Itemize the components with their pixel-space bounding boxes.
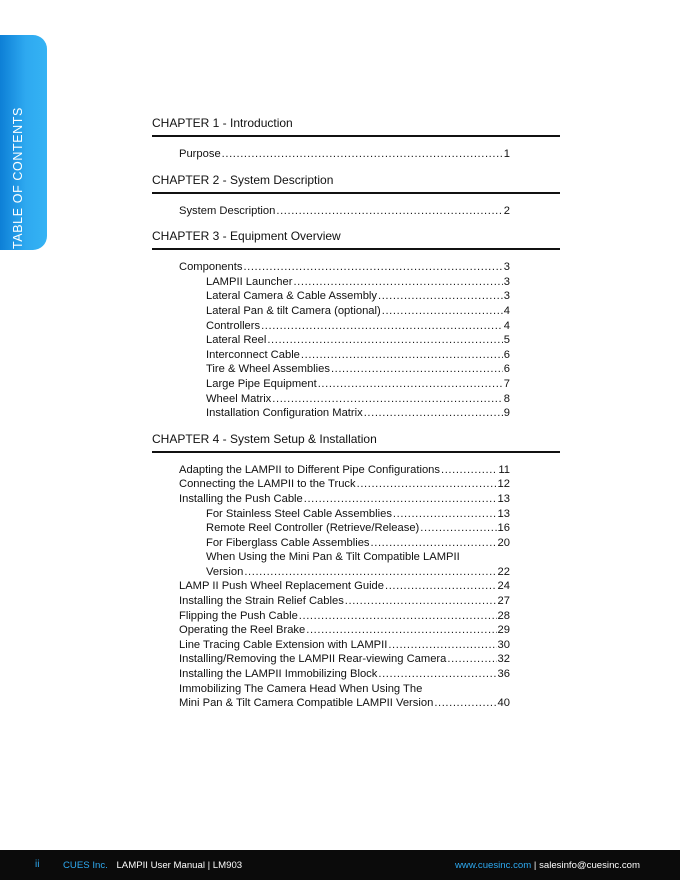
toc-entry-title: Lateral Pan & tilt Camera (optional): [206, 304, 381, 317]
toc-entry-title: LAMPII Launcher: [206, 275, 293, 288]
dot-leader: [364, 406, 503, 421]
toc-entry-title: For Fiberglass Cable Assemblies: [206, 536, 370, 549]
toc-entry-page: 28: [497, 609, 510, 622]
toc-entry-page: 7: [503, 377, 510, 390]
toc-entry[interactable]: [206, 333, 510, 348]
chapter-title[interactable]: CHAPTER 2 - System Description: [152, 172, 560, 194]
toc-entry-page: 11: [498, 463, 510, 476]
toc-entry-page: 8: [503, 392, 510, 405]
toc-entry-title: Tire & Wheel Assemblies: [206, 363, 330, 376]
dot-leader: [371, 536, 497, 551]
toc-entry-title: Wheel Matrix: [206, 392, 272, 405]
dot-leader: [382, 304, 503, 319]
toc-entry-page: 12: [497, 478, 510, 491]
toc-entry[interactable]: [179, 623, 510, 638]
toc-entry[interactable]: [179, 667, 510, 682]
toc-entry-page: 29: [497, 624, 510, 637]
dot-leader: [261, 319, 503, 334]
table-of-contents: [152, 115, 560, 721]
dot-leader: [388, 638, 496, 653]
toc-entry-title: LAMP II Push Wheel Replacement Guide: [179, 580, 385, 593]
toc-entry-title: Operating the Reel Brake: [179, 624, 306, 637]
toc-entry[interactable]: [179, 609, 510, 624]
toc-entry-title: Controllers: [206, 319, 261, 332]
toc-entry-page: 16: [497, 522, 510, 535]
dot-leader: [222, 147, 503, 162]
dot-leader: [243, 260, 502, 275]
toc-entry-title: Remote Reel Controller (Retrieve/Release): [206, 522, 420, 535]
toc-entry-page: 6: [503, 363, 510, 376]
toc-entry-title: Purpose: [179, 148, 221, 160]
footer-email: | salesinfo@cuesinc.com: [533, 860, 640, 871]
toc-entry[interactable]: [179, 638, 510, 653]
dot-leader: [293, 275, 502, 290]
side-tab: [0, 35, 47, 250]
chapter-title[interactable]: CHAPTER 1 - Introduction: [152, 115, 560, 137]
chapter-section: [152, 115, 560, 162]
dot-leader: [306, 623, 496, 638]
toc-entry[interactable]: [206, 521, 510, 536]
chapter-section: [152, 172, 560, 219]
dot-leader: [244, 565, 496, 580]
dot-leader: [272, 392, 502, 407]
dot-leader: [378, 289, 503, 304]
toc-entry-page: 9: [503, 407, 510, 420]
toc-entry-title: Interconnect Cable: [206, 348, 300, 361]
toc-entry-page: 13: [497, 507, 510, 520]
toc-entry[interactable]: [206, 275, 510, 290]
toc-entry[interactable]: [179, 652, 510, 667]
toc-entry[interactable]: [206, 536, 510, 551]
toc-entry[interactable]: [179, 477, 510, 492]
toc-entry-page: 32: [497, 653, 510, 666]
toc-entry-title: System Description: [179, 204, 276, 217]
toc-entry-title: For Stainless Steel Cable Assemblies: [206, 507, 392, 520]
toc-entry-page: 24: [497, 580, 510, 593]
toc-entry-page: 3: [503, 261, 510, 274]
toc-entry-title: Large Pipe Equipment: [206, 377, 317, 390]
side-tab-label: TABLE OF CONTENTS: [11, 107, 25, 249]
toc-entry[interactable]: [179, 492, 510, 507]
footer-page-number: ii: [35, 859, 40, 870]
toc-entry[interactable]: [179, 147, 510, 162]
chapter-title[interactable]: CHAPTER 4 - System Setup & Installation: [152, 431, 560, 453]
footer-website-link[interactable]: www.cuesinc.com: [454, 860, 532, 871]
toc-entry-title: Connecting the LAMPII to the Truck: [179, 478, 356, 491]
toc-entry-page: 2: [503, 204, 510, 217]
toc-entry[interactable]: [179, 594, 510, 609]
toc-entry-title: Installing the Push Cable: [179, 492, 303, 505]
dot-leader: [378, 667, 496, 682]
toc-entry-title: Lateral Camera & Cable Assembly: [206, 290, 377, 303]
dot-leader: [393, 507, 497, 522]
toc-entry-page: 3: [503, 275, 510, 288]
footer: [0, 850, 680, 880]
toc-entry[interactable]: [206, 289, 510, 304]
dot-leader: [345, 594, 497, 609]
toc-entry-title: Lateral Reel: [206, 334, 267, 347]
chapter-section: [152, 228, 560, 421]
toc-entry-page: 4: [503, 304, 510, 317]
footer-left: [63, 860, 242, 871]
toc-entry-title: Components: [179, 261, 243, 274]
toc-entry-title: Flipping the Push Cable: [179, 609, 298, 622]
dot-leader: [447, 652, 496, 667]
toc-entry[interactable]: [206, 348, 510, 363]
toc-entry-page: 13: [497, 492, 510, 505]
dot-leader: [434, 696, 496, 711]
dot-leader: [276, 204, 502, 219]
toc-entry[interactable]: [179, 579, 510, 594]
footer-right: [455, 860, 640, 871]
footer-manual: LAMPII User Manual | LM903: [116, 860, 243, 871]
toc-entry[interactable]: [206, 319, 510, 334]
toc-entry-page: 6: [503, 348, 510, 361]
toc-entry-title: Installing/Removing the LAMPII Rear-viewing Camera: [179, 653, 447, 666]
toc-entry-title: Line Tracing Cable Extension with LAMPII: [179, 638, 388, 651]
dot-leader: [301, 348, 503, 363]
toc-entry[interactable]: [206, 377, 510, 392]
toc-entry[interactable]: [206, 304, 510, 319]
chapter-section: [152, 431, 560, 711]
toc-entry-page: 22: [497, 565, 510, 578]
toc-entry-page: 30: [497, 638, 510, 651]
toc-entry[interactable]: [206, 565, 510, 580]
chapter-title[interactable]: CHAPTER 3 - Equipment Overview: [152, 228, 560, 250]
toc-entry-page: 20: [497, 536, 510, 549]
toc-entry-page: 40: [497, 697, 510, 710]
toc-entry[interactable]: [179, 260, 510, 275]
footer-company: CUES Inc.: [63, 860, 108, 871]
dot-leader: [441, 463, 497, 478]
toc-entry-title: Adapting the LAMPII to Different Pipe Configurations: [179, 463, 440, 476]
dot-leader: [420, 521, 496, 536]
toc-entry-page: 1: [503, 148, 510, 160]
toc-entry-line[interactable]: When Using the Mini Pan & Tilt Compatible LAMPII: [206, 551, 460, 564]
dot-leader: [331, 362, 503, 377]
toc-entry[interactable]: [206, 362, 510, 377]
toc-entry-line[interactable]: Immobilizing The Camera Head When Using The: [179, 682, 423, 695]
toc-entry[interactable]: [179, 696, 510, 711]
toc-entry-page: 4: [503, 319, 510, 332]
toc-entry-page: 36: [497, 668, 510, 681]
toc-entry[interactable]: [206, 507, 510, 522]
toc-entry[interactable]: [179, 204, 510, 219]
toc-entry-page: 3: [503, 290, 510, 303]
dot-leader: [385, 579, 497, 594]
toc-entry[interactable]: [206, 392, 510, 407]
toc-entry-page: 27: [497, 595, 510, 608]
toc-entry[interactable]: [179, 463, 510, 478]
toc-entry-title: Installation Configuration Matrix: [206, 407, 363, 420]
toc-entry[interactable]: [206, 406, 510, 421]
toc-entry-title: Mini Pan & Tilt Camera Compatible LAMPII Version: [179, 697, 434, 710]
toc-entry-title: Version: [206, 565, 244, 578]
dot-leader: [318, 377, 503, 392]
dot-leader: [267, 333, 502, 348]
toc-entry-title: Installing the LAMPII Immobilizing Block: [179, 668, 378, 681]
toc-entry-title: Installing the Strain Relief Cables: [179, 595, 344, 608]
dot-leader: [357, 477, 497, 492]
toc-entry-page: 5: [503, 334, 510, 347]
dot-leader: [304, 492, 497, 507]
dot-leader: [299, 609, 497, 624]
